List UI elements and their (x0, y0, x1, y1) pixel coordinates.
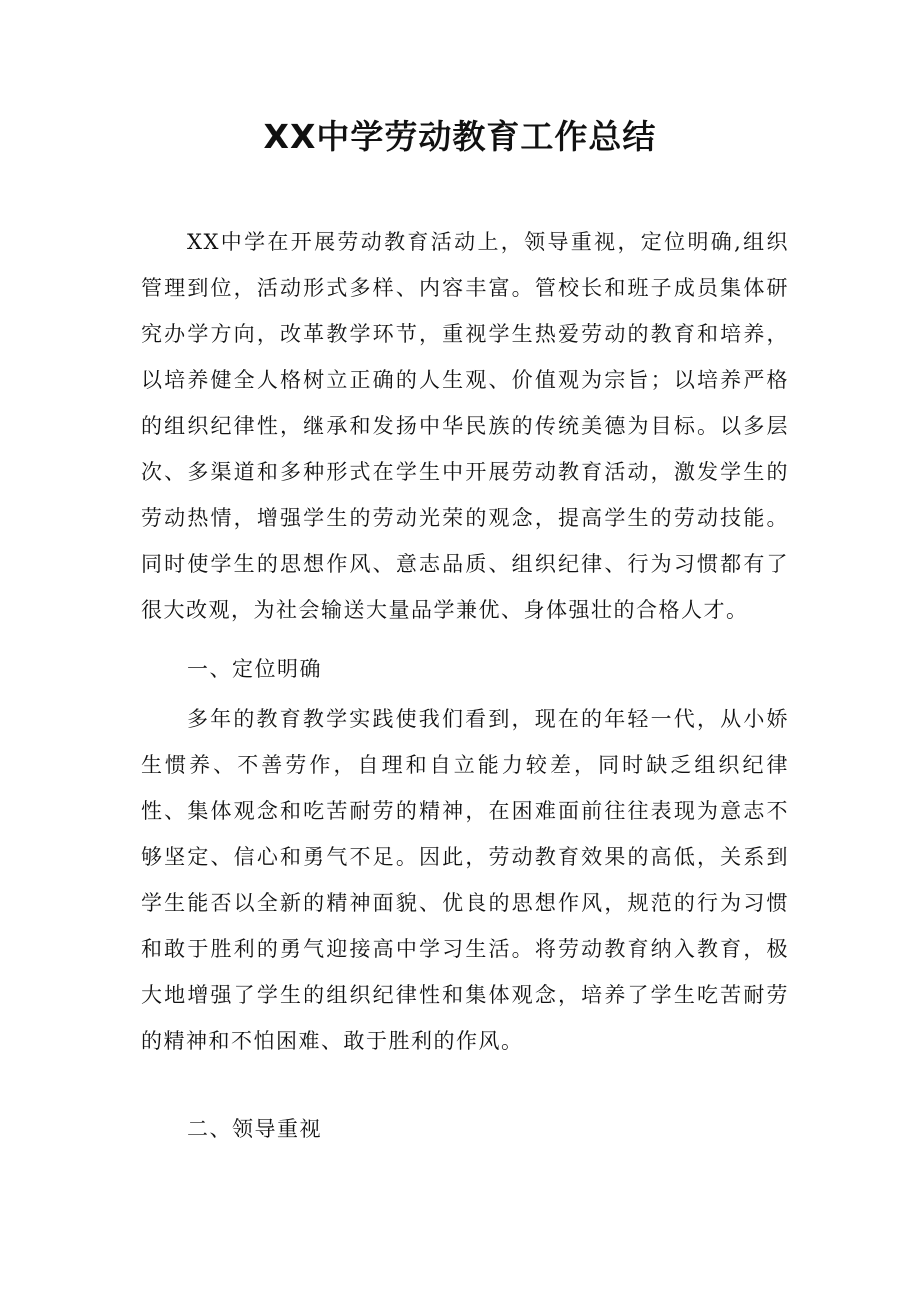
section-1-paragraph: 多年的教育教学实践使我们看到，现在的年轻一代，从小娇生惯养、不善劳作，自理和自立能力较差，同时缺乏组织纪律性、集体观念和吃苦耐劳的精神，在困难面前往往表现为意志不够坚定、信心和勇气不足。因此，劳动教育效果的高低，关系到学生能否以全新的精神面貌、优良的思想作风，规范的行为习惯和敢于胜利的勇气迎接高中学习生活。将劳动教育纳入教育，极大地增强了学生的组织纪律性和集体观念，培养了学生吃苦耐劳的精神和不怕困难、敢于胜利的作风。 (141, 707, 789, 1053)
intro-paragraph: XX中学在开展劳动教育活动上，领导重视，定位明确,组织管理到位，活动形式多样、内容丰富。管校长和班子成员集体研究办学方向，改革教学环节，重视学生热爱劳动的教育和培养，以培养健全人格树立正确的人生观、价值观为宗旨；以培养严格的组织纪律性，继承和发扬中华民族的传统美德为目标。以多层次、多渠道和多种形式在学生中开展劳动教育活动，激发学生的劳动热情，增强学生的劳动光荣的观念，提高学生的劳动技能。同时使学生的思想作风、意志品质、组织纪律、行为习惯都有了很大改观，为社会输送大量品学兼优、身体强壮的合格人才。 (141, 230, 789, 622)
section-heading-2: 二、领导重视 (187, 1117, 322, 1141)
section-heading-1: 一、定位明确 (187, 657, 322, 681)
document-title: XX中学劳动教育工作总结 (263, 117, 657, 156)
